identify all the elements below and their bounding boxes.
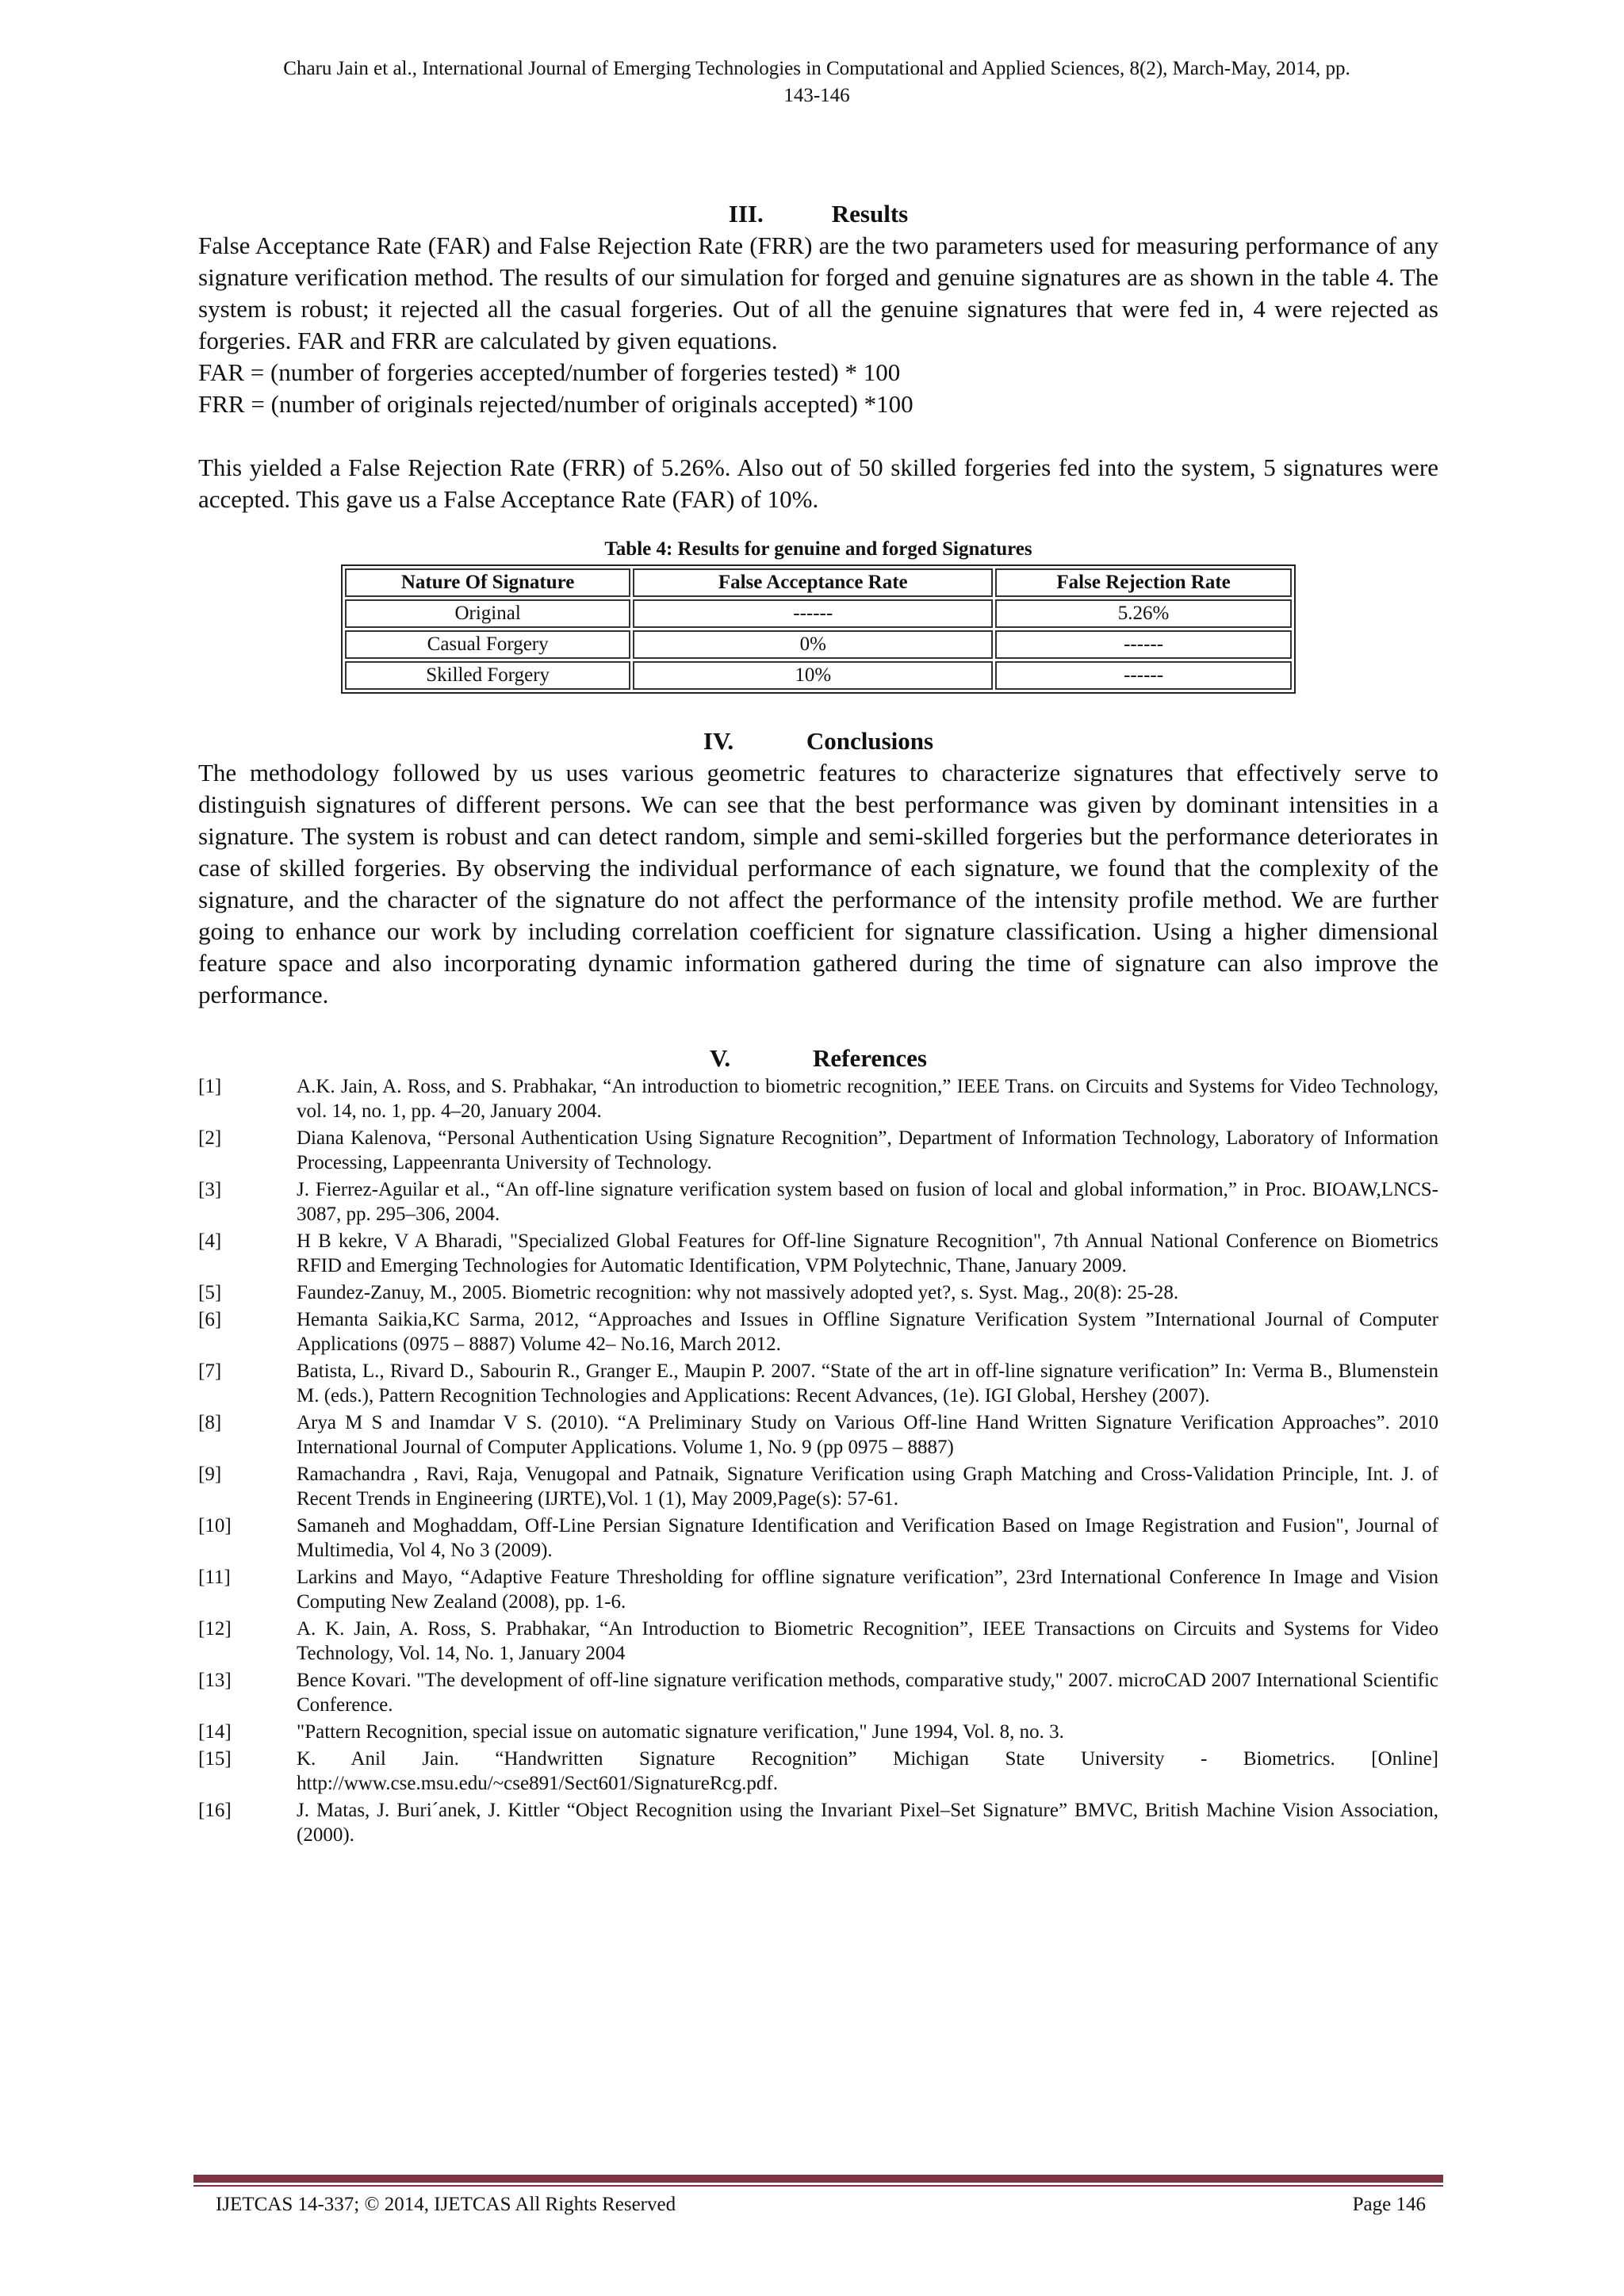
reference-text: J. Matas, J. Buri´anek, J. Kittler “Object Recognition using the Invariant Pixel–Set Signature” BMVC, British Machine Vision Association, (2000).	[297, 1800, 1438, 1846]
running-header-line-1: Charu Jain et al., International Journal of Emerging Technologies in Computational and Applied Sciences, 8(2), March-May, 2014, pp.	[283, 58, 1350, 79]
reference-text: "Pattern Recognition, special issue on automatic signature verification," June 1994, Vol. 8, no. 3.	[297, 1721, 1064, 1743]
results-section-title: Results	[831, 200, 909, 228]
reference-text: Batista, L., Rivard D., Sabourin R., Granger E., Maupin P. 2007. “State of the art in off-line signature verification” In: Verma B., Blumenstein M. (eds.), Pattern Recognition Technologies and Applications: Recent Advances, (1e). IGI Global, Hershey (2007).	[297, 1360, 1438, 1406]
reference-number: [1]	[198, 1076, 222, 1097]
section-gap	[198, 1011, 1438, 1043]
footer-rule-thin	[193, 2185, 1443, 2187]
table-cell: ------	[995, 630, 1292, 659]
reference-number: [14]	[198, 1721, 232, 1743]
reference-number: [3]	[198, 1179, 222, 1200]
reference-item	[198, 1747, 1438, 1796]
reference-number: [9]	[198, 1464, 222, 1485]
results-heading	[198, 198, 1438, 230]
reference-text: Faundez-Zanuy, M., 2005. Biometric recognition: why not massively adopted yet?, s. Syst. Mag., 20(8): 25-28.	[297, 1282, 1179, 1303]
references-heading	[198, 1043, 1438, 1074]
reference-text: K. Anil Jain. “Handwritten Signature Recognition” Michigan State University - Biometrics. [Online] http://www.cse.msu.edu/~cse891/Sect601/SignatureRcg.pdf.	[297, 1748, 1438, 1794]
table-cell: Skilled Forgery	[345, 661, 630, 690]
reference-number: [12]	[198, 1618, 232, 1640]
reference-text: Diana Kalenova, “Personal Authentication Using Signature Recognition”, Department of Information Technology, Laboratory of Information Processing, Lappeenranta University of Technology.	[297, 1127, 1438, 1173]
reference-item	[198, 1229, 1438, 1278]
reference-number: [10]	[198, 1515, 232, 1536]
far-equation: FAR = (number of forgeries accepted/number of forgeries tested) * 100	[198, 358, 901, 386]
reference-item	[198, 1359, 1438, 1408]
header-false-rejection-rate: False Rejection Rate	[995, 568, 1292, 597]
reference-item	[198, 1410, 1438, 1460]
reference-item	[198, 1798, 1438, 1847]
reference-text: A.K. Jain, A. Ross, and S. Prabhakar, “An introduction to biometric recognition,” IEEE Trans. on Circuits and Systems for Video Technology, vol. 14, no. 1, pp. 4–20, January 2004.	[297, 1076, 1438, 1122]
reference-item	[198, 1565, 1438, 1614]
references-section-number: V.	[709, 1044, 731, 1072]
reference-number: [2]	[198, 1127, 222, 1149]
reference-text: Larkins and Mayo, “Adaptive Feature Thresholding for offline signature verification”, 23rd International Conference In Image and Vision Computing New Zealand (2008), pp. 1-6.	[297, 1567, 1438, 1613]
table-cell: ------	[995, 661, 1292, 690]
reference-number: [11]	[198, 1567, 231, 1588]
results-table	[341, 564, 1296, 694]
reference-text: Samaneh and Moghaddam, Off-Line Persian Signature Identification and Verification Based on Image Registration and Fusion", Journal of Multimedia, Vol 4, No 3 (2009).	[297, 1515, 1438, 1561]
reference-number: [4]	[198, 1230, 222, 1252]
running-header	[198, 55, 1435, 109]
reference-item	[198, 1668, 1438, 1717]
reference-item	[198, 1074, 1438, 1123]
reference-text: Arya M S and Inamdar V S. (2010). “A Preliminary Study on Various Off-line Hand Written Signature Verification Approaches”. 2010 International Journal of Computer Applications. Volume 1, No. 9 (pp 0975 – 8887)	[297, 1412, 1438, 1458]
footer-rule	[193, 2175, 1443, 2183]
page-number: Page 146	[1352, 2194, 1426, 2215]
table-cell: ------	[633, 599, 993, 628]
conclusions-heading	[198, 725, 1438, 757]
table-row	[345, 599, 1292, 628]
reference-item	[198, 1720, 1438, 1744]
reference-item	[198, 1280, 1438, 1305]
reference-item	[198, 1177, 1438, 1226]
reference-number: [7]	[198, 1360, 222, 1382]
results-paragraph-1: False Acceptance Rate (FAR) and False Rejection Rate (FRR) are the two parameters used for measuring performance of any signature verification method. The results of our simulation for forged and genuine signatures are as shown in the table 4. The system is robust; it rejected all the casual forgeries. Out of all the genuine signatures that were fed in, 4 were rejected as forgeries. FAR and FRR are calculated by given equations.	[198, 232, 1438, 354]
reference-text: Ramachandra , Ravi, Raja, Venugopal and Patnaik, Signature Verification using Graph Matching and Cross-Validation Principle, Int. J. of Recent Trends in Engineering (IJRTE),Vol. 1 (1), May 2009,Page(s): 57-61.	[297, 1464, 1438, 1510]
table-caption: Table 4: Results for genuine and forged Signatures	[604, 538, 1032, 560]
table-cell: Casual Forgery	[345, 630, 630, 659]
reference-text: H B kekre, V A Bharadi, "Specialized Global Features for Off-line Signature Recognition", 7th Annual National Conference on Biometrics RFID and Emerging Technologies for Automatic Identification, VPM Polytechnic, Thane, January 2009.	[297, 1230, 1438, 1276]
conclusions-section-title: Conclusions	[806, 727, 934, 755]
reference-item	[198, 1126, 1438, 1175]
table-cell: 5.26%	[995, 599, 1292, 628]
table-header-row	[345, 568, 1292, 597]
reference-text: A. K. Jain, A. Ross, S. Prabhakar, “An Introduction to Biometric Recognition”, IEEE Transactions on Circuits and Systems for Video Technology, Vol. 14, No. 1, January 2004	[297, 1618, 1438, 1664]
reference-item	[198, 1462, 1438, 1511]
header-false-acceptance-rate: False Acceptance Rate	[633, 568, 993, 597]
footer-copyright: IJETCAS 14-337; © 2014, IJETCAS All Rights Reserved	[216, 2194, 676, 2215]
running-header-line-2: 143-146	[783, 85, 850, 106]
table-cell: 0%	[633, 630, 993, 659]
frr-equation: FRR = (number of originals rejected/number of originals accepted) *100	[198, 390, 914, 418]
results-section-number: III.	[728, 200, 764, 228]
reference-item	[198, 1307, 1438, 1357]
table-row	[345, 630, 1292, 659]
section-gap	[198, 694, 1438, 725]
table-cell: Original	[345, 599, 630, 628]
reference-number: [6]	[198, 1309, 222, 1330]
reference-number: [16]	[198, 1800, 232, 1821]
reference-number: [5]	[198, 1282, 222, 1303]
reference-text: Hemanta Saikia,KC Sarma, 2012, “Approaches and Issues in Offline Signature Verification System ”International Journal of Computer Applications (0975 – 8887) Volume 42– No.16, March 2012.	[297, 1309, 1438, 1355]
conclusions-section-number: IV.	[703, 727, 734, 755]
references-section-title: References	[812, 1044, 927, 1072]
page-content	[198, 198, 1438, 1850]
reference-number: [15]	[198, 1748, 232, 1770]
reference-number: [8]	[198, 1412, 222, 1433]
reference-text: Bence Kovari. "The development of off-line signature verification methods, comparative study," 2007. microCAD 2007 International Scientific Conference.	[297, 1670, 1438, 1716]
paragraph-gap	[198, 420, 1438, 452]
reference-number: [13]	[198, 1670, 232, 1691]
reference-list	[198, 1074, 1438, 1847]
reference-text: J. Fierrez-Aguilar et al., “An off-line signature verification system based on fusion of local and global information,” in Proc. BIOAW,LNCS-3087, pp. 295–306, 2004.	[297, 1179, 1438, 1225]
table-row	[345, 661, 1292, 690]
reference-item	[198, 1617, 1438, 1666]
conclusions-paragraph: The methodology followed by us uses various geometric features to characterize signatures that effectively serve to distinguish signatures of different persons. We can see that the best performance was given by dominant intensities in a signature. The system is robust and can detect random, simple and semi-skilled forgeries but the performance deteriorates in case of skilled forgeries. By observing the individual performance of each signature, we found that the complexity of the signature, and the character of the signature do not affect the performance of the intensity profile method. We are further going to enhance our work by including correlation coefficient for signature classification. Using a higher dimensional feature space and also incorporating dynamic information gathered during the time of signature can also improve the performance.	[198, 759, 1438, 1008]
table-cell: 10%	[633, 661, 993, 690]
results-paragraph-2: This yielded a False Rejection Rate (FRR) of 5.26%. Also out of 50 skilled forgeries fed into the system, 5 signatures were accepted. This gave us a False Acceptance Rate (FAR) of 10%.	[198, 453, 1438, 513]
reference-item	[198, 1513, 1438, 1563]
header-nature-of-signature: Nature Of Signature	[345, 568, 630, 597]
